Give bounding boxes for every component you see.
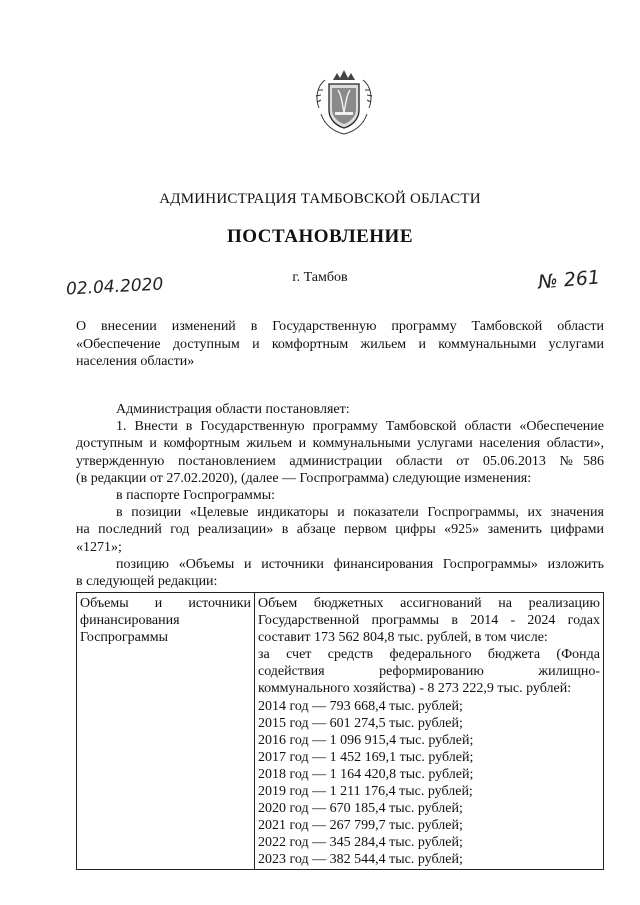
table-label-line: Госпрограммы (80, 630, 168, 646)
year-line: 2017 год — 1 452 169,1 тыс. рублей; (258, 749, 474, 765)
year-line: 2018 год — 1 164 420,8 тыс. рублей; (258, 766, 474, 782)
table-value-line: Объем бюджетных ассигнований на реализацию (258, 596, 600, 611)
table-label-line: Объемы и источники (80, 596, 251, 611)
year-line: 2021 год — 267 799,7 тыс. рублей; (258, 818, 463, 834)
year-line: 2015 год — 601 274,5 тыс. рублей; (258, 715, 463, 731)
subject-line: О внесении изменений в Государственную программу Тамбовской области (76, 319, 604, 334)
table-label-line: финансирования (80, 613, 180, 629)
volumes-line: в следующей редакции: (76, 574, 218, 590)
subject-line: «Обеспечение доступным и комфортным жильем и коммунальными услугами (76, 336, 604, 352)
funding-table (76, 592, 604, 870)
table-value-line: составит 173 562 804,8 тыс. рублей, в том числе: (258, 630, 548, 646)
passport-line: в паспорте Госпрограммы: (116, 488, 276, 504)
item1-line: 1. Внести в Государственную программу Тамбовской области «Обеспечение (116, 419, 604, 435)
decree-subject (76, 318, 604, 371)
document-type-title: ПОСТАНОВЛЕНИЕ (226, 226, 414, 247)
year-line: 2014 год — 793 668,4 тыс. рублей; (258, 698, 463, 714)
coat-of-arms-emblem (311, 68, 377, 138)
indicators-line: в позиции «Целевые индикаторы и показатели Госпрограммы, их значения (116, 505, 604, 521)
intro-line: Администрация области постановляет: (116, 402, 350, 417)
city-name: г. Тамбов (292, 270, 348, 285)
year-line: 2023 год — 382 544,4 тыс. рублей; (258, 852, 463, 868)
year-line: 2022 год — 345 284,4 тыс. рублей; (258, 835, 463, 851)
table-value-line: содействия реформированию жилищно- (258, 664, 600, 680)
table-value-cell (255, 593, 604, 870)
table-row (77, 593, 604, 870)
table-value-line: Государственной программы в 2014 - 2024 годах (258, 613, 600, 629)
decree-body (76, 401, 604, 590)
volumes-line: позицию «Объемы и источники финансирования Госпрограммы» изложить (116, 556, 604, 572)
subject-line: населения области» (76, 354, 195, 369)
table-label-cell (77, 593, 255, 870)
item1-line: утвержденную постановлением администрации области от 05.06.2013 №586 (76, 453, 604, 469)
indicators-line: «1271»; (76, 539, 122, 555)
year-line: 2020 год — 670 185,4 тыс. рублей; (258, 801, 463, 817)
handwritten-number: № 261 (537, 266, 601, 294)
year-line: 2019 год — 1 211 176,4 тыс. рублей; (258, 784, 473, 800)
handwritten-date: 02.04.2020 (65, 274, 164, 300)
year-line: 2016 год — 1 096 915,4 тыс. рублей; (258, 732, 474, 748)
indicators-line: на последний год реализации» в абзаце первом цифры «925» заменить цифрами (76, 522, 604, 538)
item1-line: (в редакции от 27.02.2020), (далее — Госпрограмма) следующие изменения: (76, 470, 532, 486)
table-value-line: за счет средств федерального бюджета (Фонда (258, 647, 600, 663)
item1-line: доступным и комфортным жильем и коммунальными услугами населения области», (76, 436, 604, 452)
organization-title: АДМИНИСТРАЦИЯ ТАМБОВСКОЙ ОБЛАСТИ (159, 191, 481, 207)
table-value-line: коммунального хозяйства) - 8 273 222,9 тыс. рублей: (258, 681, 572, 697)
